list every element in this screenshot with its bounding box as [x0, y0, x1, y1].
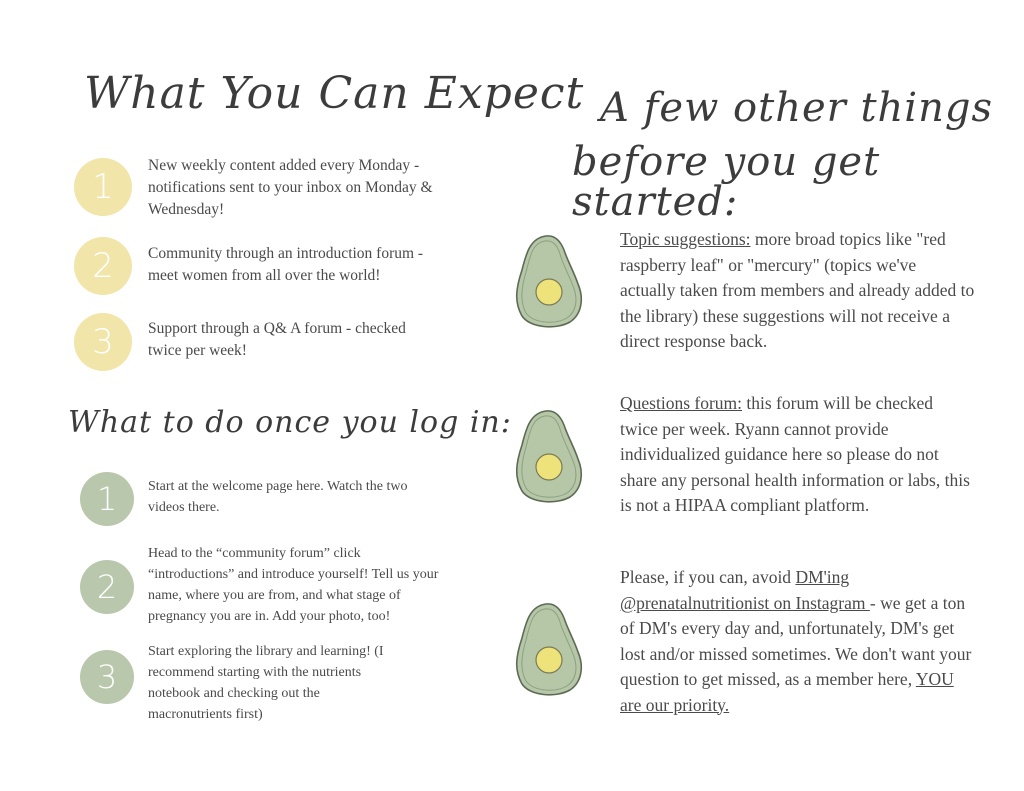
- login-item-2-text: Head to the “community forum” click “introductions” and introduce yourself! Tell us your name, where you are from, and what stage of pregnancy you are in. Add your photo, too!: [148, 546, 439, 624]
- avocado-icon: [512, 232, 586, 332]
- tip-avoid-dm: [620, 565, 975, 718]
- tip-topic-suggestions-lead: Topic suggestions:: [620, 229, 751, 249]
- login-number-1: 1: [80, 472, 134, 526]
- tip-questions-forum: [620, 391, 975, 519]
- login-title: What to do once you log in:: [68, 405, 512, 440]
- login-item-1-text: Start at the welcome page here. Watch the two videos there.: [148, 479, 408, 515]
- avocado-icon: [512, 407, 586, 507]
- login-number-2: 2: [80, 560, 134, 614]
- avocado-icon: [512, 600, 586, 700]
- right-title-line-2: before you get started:: [572, 139, 881, 225]
- expect-number-2: 2: [74, 237, 132, 295]
- tip-topic-suggestions: [620, 227, 975, 355]
- login-number-3: 3: [80, 650, 134, 704]
- expect-number-1: 1: [74, 158, 132, 216]
- expect-title: What You Can Expect: [84, 68, 585, 119]
- tip-avoid-dm-mid: - we get a ton of DM's every day and, unfortunately, DM's get lost and/or missed sometimes. We don't want your question to get missed, as a member here,: [620, 592, 972, 689]
- login-item-3-text: Start exploring the library and learning! (I recommend starting with the nutrients notebook and checking out the macronutrients first): [148, 644, 384, 722]
- tip-questions-forum-text: this forum will be checked twice per week. Ryann cannot provide individualized guidance here so please do not share any personal health information or labs, this is not a HIPAA compliant platform.: [620, 393, 970, 515]
- expect-item-3-text: Support through a Q& A forum - checked twice per week!: [148, 320, 406, 359]
- instagram-dm-link[interactable]: DM'ing @prenatalnutritionist on Instagram: [620, 567, 870, 613]
- expect-number-3: 3: [74, 313, 132, 371]
- priority-emphasis: YOU are our priority.: [620, 669, 954, 715]
- right-title-line-1: A few other things: [600, 85, 993, 131]
- tip-questions-forum-lead: Questions forum:: [620, 393, 743, 413]
- expect-item-1-text: New weekly content added every Monday - notifications sent to your inbox on Monday & Wednesday!: [148, 157, 433, 218]
- tip-topic-suggestions-text: more broad topics like "red raspberry leaf" or "mercury" (topics we've actually taken from members and already added to the library) these suggestions will not receive a direct response back.: [620, 229, 975, 351]
- expect-item-2-text: Community through an introduction forum - meet women from all over the world!: [148, 245, 424, 284]
- tip-avoid-dm-pre: Please, if you can, avoid: [620, 567, 796, 587]
